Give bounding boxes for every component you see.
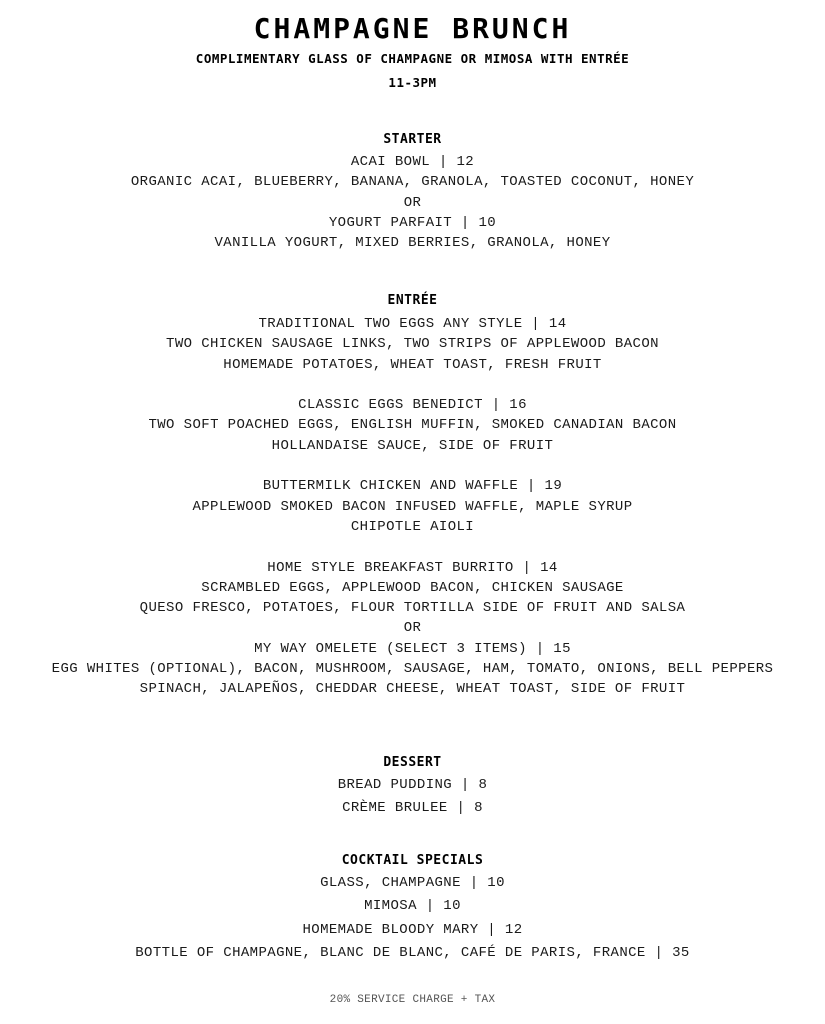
menu-title: CHAMPAGNE BRUNCH <box>253 12 572 45</box>
item-description: HOMEMADE POTATOES, WHEAT TOAST, FRESH FRUIT <box>223 356 602 373</box>
menu-item: YOGURT PARFAIT | 10 <box>328 214 497 231</box>
item-description: ORGANIC ACAI, BLUEBERRY, BANANA, GRANOLA, TOASTED COCONUT, HONEY <box>130 174 695 191</box>
menu-item: CLASSIC EGGS BENEDICT | 16 <box>298 397 527 414</box>
item-description: APPLEWOOD SMOKED BACON INFUSED WAFFLE, MAPLE SYRUP <box>192 498 633 515</box>
entree-section <box>0 291 825 700</box>
spacer <box>0 456 825 476</box>
item-description: SCRAMBLED EGGS, APPLEWOOD BACON, CHICKEN SAUSAGE <box>201 579 624 596</box>
item-description: TWO CHICKEN SAUSAGE LINKS, TWO STRIPS OF APPLEWOOD BACON <box>166 336 659 353</box>
menu-item: MY WAY OMELETE (SELECT 3 ITEMS) | 15 <box>254 640 571 657</box>
menu-subtitle: COMPLIMENTARY GLASS OF CHAMPAGNE OR MIMOSA WITH ENTRÉE <box>195 51 630 66</box>
starter-section <box>0 130 825 253</box>
menu-item: HOMEMADE BLOODY MARY | 12 <box>302 921 523 938</box>
or-separator: OR <box>403 620 422 637</box>
item-description: HOLLANDAISE SAUCE, SIDE OF FRUIT <box>271 437 554 454</box>
dessert-section <box>0 753 825 822</box>
service-charge-note: 20% SERVICE CHARGE + TAX <box>329 994 496 1006</box>
item-description: SPINACH, JALAPEÑOS, CHEDDAR CHEESE, WHEAT TOAST, SIDE OF FRUIT <box>139 681 686 698</box>
menu-item: GLASS, CHAMPAGNE | 10 <box>320 875 505 891</box>
section-heading: DESSERT <box>383 755 442 770</box>
menu-hours: 11-3PM <box>388 75 437 90</box>
menu-item: HOME STYLE BREAKFAST BURRITO | 14 <box>267 559 558 576</box>
menu-item: TRADITIONAL TWO EGGS ANY STYLE | 14 <box>258 316 567 332</box>
item-description: QUESO FRESCO, POTATOES, FLOUR TORTILLA SIDE OF FRUIT AND SALSA <box>139 600 686 617</box>
or-separator: OR <box>403 194 422 211</box>
item-description: TWO SOFT POACHED EGGS, ENGLISH MUFFIN, SMOKED CANADIAN BACON <box>148 417 677 434</box>
section-heading: COCKTAIL SPECIALS <box>341 853 484 868</box>
menu-item: BREAD PUDDING | 8 <box>337 777 488 793</box>
menu-item: CRÈME BRULEE | 8 <box>342 800 483 817</box>
menu-item: BOTTLE OF CHAMPAGNE, BLANC DE BLANC, CAFÉ DE PARIS, FRANCE | 35 <box>135 944 690 961</box>
spacer <box>0 375 825 395</box>
menu-item: ACAI BOWL | 12 <box>350 154 475 170</box>
cocktails-section <box>0 851 825 966</box>
dessert-items <box>0 775 825 819</box>
menu-item: MIMOSA | 10 <box>364 898 461 915</box>
cocktail-items <box>0 873 825 963</box>
item-description: VANILLA YOGURT, MIXED BERRIES, GRANOLA, HONEY <box>214 235 611 252</box>
entree-items <box>0 314 825 700</box>
item-description: EGG WHITES (OPTIONAL), BACON, MUSHROOM, SAUSAGE, HAM, TOMATO, ONIONS, BELL PEPPERS <box>51 661 774 678</box>
spacer <box>0 537 825 557</box>
menu-item: BUTTERMILK CHICKEN AND WAFFLE | 19 <box>262 478 563 495</box>
section-heading: STARTER <box>383 132 442 147</box>
item-description: CHIPOTLE AIOLI <box>350 518 475 535</box>
starter-items <box>0 152 825 253</box>
section-heading: ENTRÉE <box>387 293 438 308</box>
